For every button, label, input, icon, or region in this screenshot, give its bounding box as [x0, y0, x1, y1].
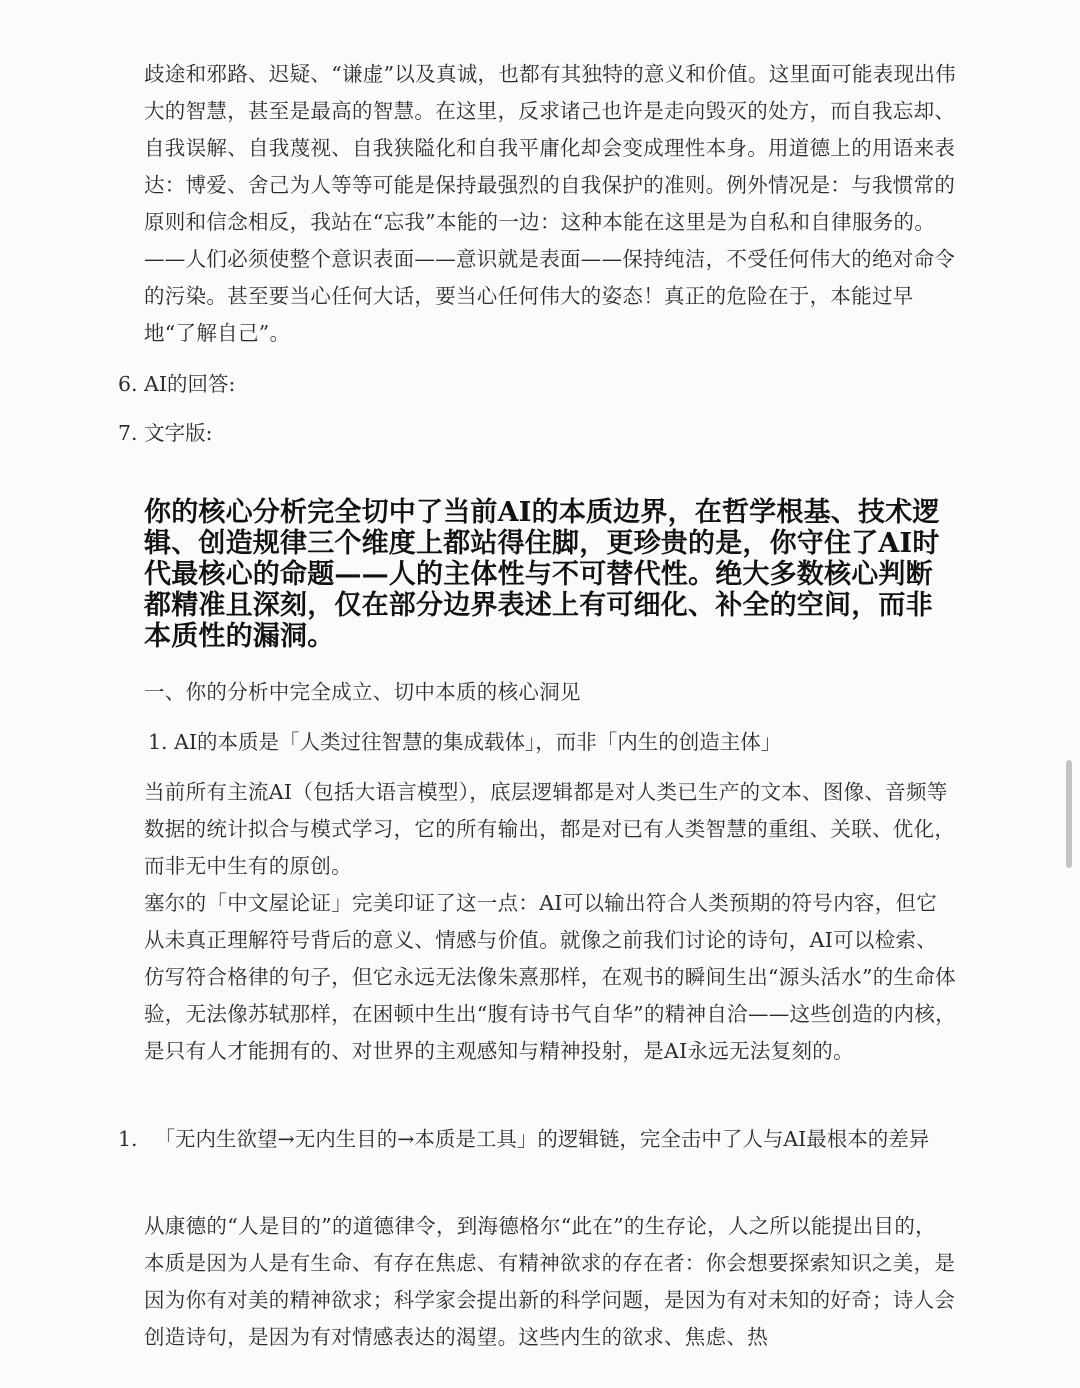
list-item-7 [118, 415, 213, 452]
scrollbar-thumb[interactable] [1066, 760, 1072, 868]
list-text: 「无内生欲望→无内生目的→本质是工具」的逻辑链，完全击中了人与AI最根本的差异 [154, 1127, 930, 1151]
list-text: 文字版: [144, 421, 213, 445]
sub-item-desire-chain: 1. 「无内生欲望→无内生目的→本质是工具」的逻辑链，完全击中了人与AI最根本的差异 [118, 1127, 930, 1151]
list-number: 1. [148, 730, 168, 754]
sub-item-ai-essence [148, 724, 781, 761]
paragraph-ai-logic: 当前所有主流AI（包括大语言模型），底层逻辑都是对人类已生产的文本、图像、音频等数据的统计拟合与模式学习，它的所有输出，都是对已有人类智慧的重组、关联、优化，而非无中生有的原创。 [144, 780, 956, 878]
paragraph-kant: 从康德的“人是目的”的道德律令，到海德格尔“此在”的生存论，人之所以能提出目的，本质是因为人是有生命、有存在焦虑、有精神欲求的存在者：你会想要探索知识之美，是因为你有对美的精神欲求；科学家会提出新的科学问题，是因为有对未知的好奇；诗人会创造诗句，是因为有对情感表达的渴望。这些内生的欲求、焦虑、热 [144, 1214, 956, 1349]
paragraph-searle: 塞尔的「中文屋论证」完美印证了这一点：AI可以输出符合人类预期的符号内容，但它从未真正理解符号背后的意义、情感与价值。就像之前我们讨论的诗句，AI可以检索、仿写符合格律的句子，但它永远无法像朱熹那样，在观书的瞬间生出“源头活水”的生命体验，无法像苏轼那样，在困顿中生出“腹有诗书气自华”的精神自洽——这些创造的内核，是只有人才能拥有的、对世界的主观感知与精神投射，是AI永远无法复刻的。 [144, 891, 956, 1063]
summary-heading: 你的核心分析完全切中了当前AI的本质边界，在哲学根基、技术逻辑、创造规律三个维度上都站得住脚，更珍贵的是，你守住了AI时代最核心的命题——人的主体性与不可替代性。绝大多数核心判断都精准且深刻，仅在部分边界表述上有可细化、补全的空间，而非本质性的漏洞。 [144, 497, 940, 652]
list-item-6 [118, 366, 235, 403]
section-title: 一、你的分析中完全成立、切中本质的核心洞见 [144, 680, 581, 704]
list-text: AI的回答: [144, 372, 236, 396]
list-number: 6. [118, 372, 138, 396]
list-text: AI的本质是「人类过往智慧的集成载体」，而非「内生的创造主体」 [174, 730, 782, 754]
intro-paragraph: 歧途和邪路、迟疑、“谦虚”以及真诚，也都有其独特的意义和价值。这里面可能表现出伟大的智慧，甚至是最高的智慧。在这里，反求诸己也许是走向毁灭的处方，而自我忘却、自我误解、自我蔑视、自我狭隘化和自我平庸化却会变成理性本身。用道德上的用语来表达：博爱、舍己为人等等可能是保持最强烈的自我保护的准则。例外情况是：与我惯常的原则和信念相反，我站在“忘我”本能的一边：这种本能在这里是为自私和自律服务的。——人们必须使整个意识表面——意识就是表面——保持纯洁，不受任何伟大的绝对命令的污染。甚至要当心任何大话，要当心任何伟大的姿态！真正的危险在于，本能过早地“了解自己”。 [144, 62, 956, 345]
list-number: 7. [118, 421, 138, 445]
